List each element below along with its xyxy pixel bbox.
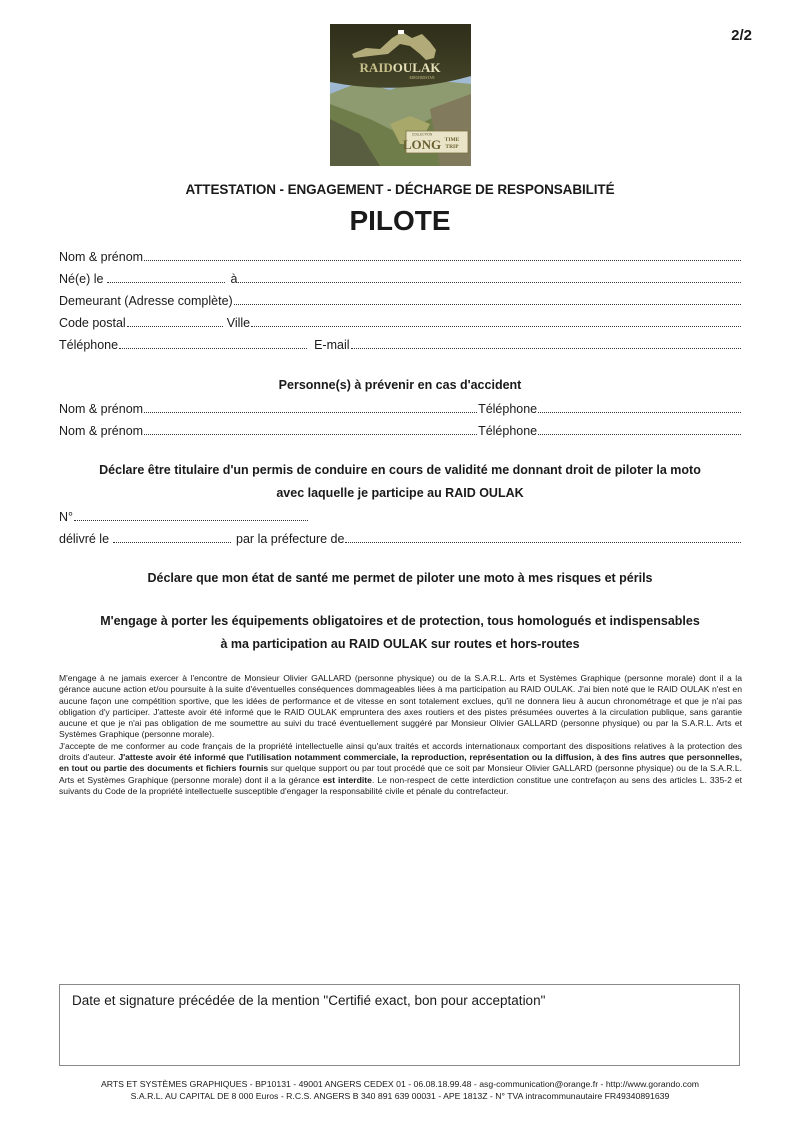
emergency-contact-row[interactable] <box>59 400 742 418</box>
phone-input-line[interactable] <box>119 336 307 349</box>
address-input-line[interactable] <box>234 292 741 305</box>
emergency-phone-label: Téléphone <box>478 424 538 438</box>
birth-field[interactable] <box>59 270 742 288</box>
svg-text:RAIDOULAK <box>360 60 442 75</box>
postal-code-input-line[interactable] <box>127 314 223 327</box>
legal-p2-bold-1: J'atteste avoir été informé que l'utilisation notamment commerciale, la reproduction, représentation ou la diffusion, à des fins autres que personnelles, en tout ou partie des documents et fichiers fournis <box>59 752 742 774</box>
legal-text <box>59 673 742 797</box>
license-number-label: N° <box>59 510 74 524</box>
logo-collection: COLLECTION <box>411 132 433 137</box>
born-label: Né(e) le <box>59 272 104 286</box>
prefecture-label: par la préfecture de <box>236 532 345 546</box>
issue-date-input-line[interactable] <box>113 530 231 543</box>
prefecture-input-line[interactable] <box>345 530 741 543</box>
legal-p2-bold-2: est interdite <box>322 774 372 785</box>
birth-place-input-line[interactable] <box>238 270 741 283</box>
address-field[interactable] <box>59 292 742 310</box>
legal-paragraph-2 <box>59 741 742 797</box>
postal-code-label: Code postal <box>59 316 126 330</box>
city-input-line[interactable] <box>251 314 741 327</box>
logo-time: TIME <box>444 137 460 143</box>
logo-trip: TRIP <box>445 144 459 150</box>
license-declaration-line1: Déclare être titulaire d'un permis de conduire en cours de validité me donnant droit de piloter la moto <box>99 463 701 477</box>
footer-line-2: S.A.R.L. AU CAPITAL DE 8 000 Euros - R.C.S. ANGERS B 340 891 639 00031 - APE 1813Z - N° TVA intracommunautaire FR49340891639 <box>130 1091 670 1101</box>
logo-brand-raid: RAID <box>359 60 393 75</box>
birth-date-input-line[interactable] <box>107 270 225 283</box>
equipment-declaration-line2: à ma participation au RAID OULAK sur routes et hors-routes <box>220 637 580 651</box>
city-label: Ville <box>226 316 251 330</box>
emergency-phone-label: Téléphone <box>478 402 538 416</box>
emergency-name-label: Nom & prénom <box>59 424 144 438</box>
emergency-heading: Personne(s) à prévenir en cas d'accident <box>278 378 522 392</box>
legal-paragraph-1: M'engage à ne jamais exercer à l'encontre de Monsieur Olivier GALLARD (personne physique) ou de la S.A.R.L. Arts et Systèmes Graphique (personne morale) dont il a la gérance aucune action et/ou poursuite à la suite d'éventuelles conséquences dommageables liées à ma participation au RAID OULAK. J'ai bien noté que le RAID OULAK n'est en aucune façon une compétition sportive, que les idées de performance et de vitesse en sont totalement exclues, qu'il ne donnera lieu à aucun chronométrage et que je n'ai pas obligation d'y participer. J'atteste avoir été informé que le RAID OULAK empruntera des axes routiers et des pistes présumées ouvertes à la circulation publique, sans garantie aucune et que je n'ai pas obligation de me soumettre au suivi du tracé éventuellement suggéré par Monsieur Olivier GALLARD (personne physique) ou par la S.A.R.L. Arts et Systèmes Graphique (personne morale). <box>59 673 742 740</box>
born-at-label: à <box>230 272 238 286</box>
document-subtitle: ATTESTATION - ENGAGEMENT - DÉCHARGE DE RESPONSABILITÉ <box>185 182 615 197</box>
emergency-phone-input-line[interactable] <box>538 400 741 413</box>
logo-long: LONG <box>402 137 442 152</box>
emergency-name-input-line[interactable] <box>144 400 477 413</box>
license-issue-field[interactable] <box>59 530 742 548</box>
license-number-field[interactable] <box>59 508 309 526</box>
page-number: 2/2 <box>731 27 752 44</box>
email-label: E-mail <box>314 338 350 352</box>
legal-p2-e: . Le non-respect de cette interdiction constitue une contrefaçon au sens des articles L. 335-2 et suivants du Code de la propriété intellectuelle susceptible d'engager la responsabilité civile et pénale du contrefacteur. <box>59 774 743 796</box>
signature-box[interactable] <box>59 984 740 1066</box>
legal-p2-a: J'accepte de me conformer au code français de la propriété intellectuelle ainsi qu'aux traités et accords internationaux comportant des dispositions relatives à la protection des droits d'auteur. <box>59 740 742 763</box>
logo-country: KIRGHIZISTAN <box>409 76 435 80</box>
postal-city-field[interactable] <box>59 314 742 332</box>
equipment-declaration-line1: M'engage à porter les équipements obligatoires et de protection, tous homologués et indispensables <box>100 614 700 628</box>
footer-line-1: ARTS ET SYSTÈMES GRAPHIQUES - BP10131 - 49001 ANGERS CEDEX 01 - 06.08.18.99.48 - asg-communication@orange.fr - http://www.gorando.com <box>100 1079 700 1089</box>
health-declaration: Déclare que mon état de santé me permet de piloter une moto à mes risques et périls <box>147 571 653 585</box>
license-declaration-line2: avec laquelle je participe au RAID OULAK <box>276 486 524 500</box>
name-field[interactable] <box>59 248 742 266</box>
emergency-phone-input-line[interactable] <box>538 422 741 435</box>
name-input-line[interactable] <box>144 248 741 261</box>
name-label: Nom & prénom <box>59 250 144 264</box>
address-label: Demeurant (Adresse complète) <box>59 294 233 308</box>
phone-email-field[interactable] <box>59 336 742 354</box>
raid-oulak-logo <box>330 24 471 166</box>
signature-label: Date et signature précédée de la mention "Certifié exact, bon pour acceptation" <box>72 993 546 1008</box>
license-number-input-line[interactable] <box>74 508 308 521</box>
issued-label: délivré le <box>59 532 110 546</box>
logo-brand-oulak: OULAK <box>392 60 441 75</box>
phone-label: Téléphone <box>59 338 119 352</box>
legal-p2-c: sur quelque support ou par tout procédé que ce soit par Monsieur Olivier GALLARD (personne physique) ou de la S.A.R.L. Arts et Systèmes Graphique (personne morale) dont il a la gérance <box>59 763 742 785</box>
logo-image <box>330 24 471 166</box>
emergency-name-input-line[interactable] <box>144 422 477 435</box>
emergency-contact-row[interactable] <box>59 422 742 440</box>
document-title: PILOTE <box>349 205 451 236</box>
email-input-line[interactable] <box>351 336 742 349</box>
emergency-name-label: Nom & prénom <box>59 402 144 416</box>
